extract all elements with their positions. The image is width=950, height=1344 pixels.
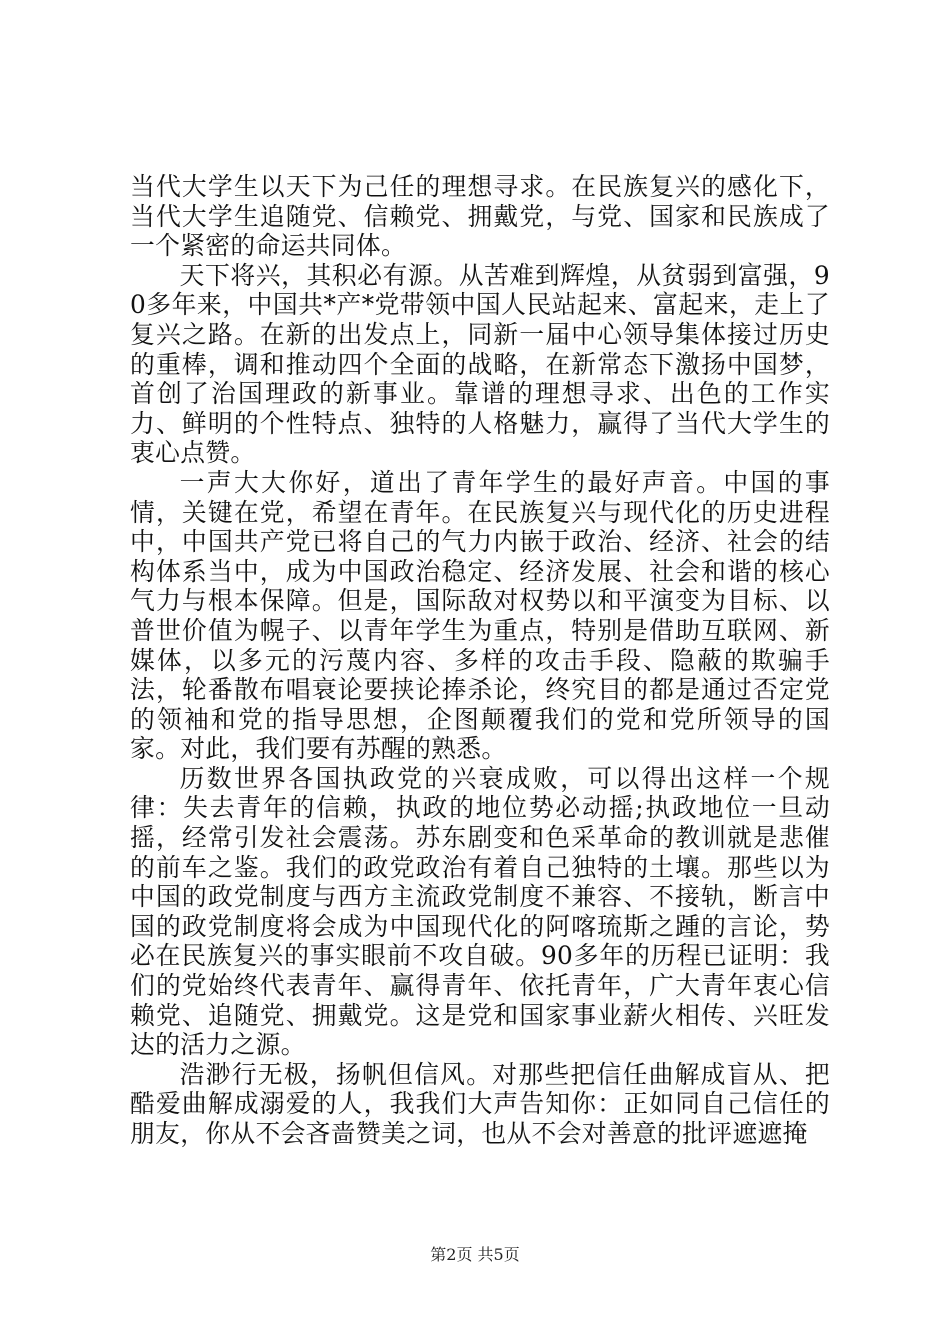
paragraph-1: 当代大学生以天下为己任的理想寻求。在民族复兴的感化下，当代大学生追随党、信赖党、拥戴党，与党、国家和民族成了一个紧密的命运共同体。 — [130, 172, 830, 261]
paragraph-3: 一声大大你好，道出了青年学生的最好声音。中国的事情，关键在党，希望在青年。在民族复兴与现代化的历史进程中，中国共产党已将自己的气力内嵌于政治、经济、社会的结构体系当中，成为中国政治稳定、经济发展、社会和谐的核心气力与根本保障。但是，国际敌对权势以和平演变为目标、以普世价值为幌子、以青年学生为重点，特别是借助互联网、新媒体，以多元的污蔑内容、多样的攻击手段、隐蔽的欺骗手法，轮番散布唱衰论要挟论捧杀论，终究目的都是通过否定党的领袖和党的指导思想，企图颠覆我们的党和党所领导的国家。对此，我们要有苏醒的熟悉。 — [130, 467, 830, 764]
document-body — [130, 172, 830, 1149]
paragraph-2: 天下将兴，其积必有源。从苦难到辉煌，从贫弱到富强，90多年来，中国共*产*党带领中国人民站起来、富起来，走上了复兴之路。在新的出发点上，同新一届中心领导集体接过历史的重棒，调和推动四个全面的战略，在新常态下激扬中国梦，首创了治国理政的新事业。靠谱的理想寻求、出色的工作实力、鲜明的个性特点、独特的人格魅力，赢得了当代大学生的衷心点赞。 — [130, 260, 830, 468]
page-number-footer: 第2页 共5页 — [430, 1245, 520, 1264]
paragraph-4: 历数世界各国执政党的兴衰成败，可以得出这样一个规律：失去青年的信赖，执政的地位势必动摇;执政地位一旦动摇，经常引发社会震荡。苏东剧变和色采革命的教训就是悲催的前车之鉴。我们的政党政治有着自己独特的土壤。那些以为中国的政党制度与西方主流政党制度不兼容、不接轨，断言中国的政党制度将会成为中国现代化的阿喀琉斯之踵的言论，势必在民族复兴的事实眼前不攻自破。90多年的历程已证明：我们的党始终代表青年、赢得青年、依托青年，广大青年衷心信赖党、追随党、拥戴党。这是党和国家事业薪火相传、兴旺发达的活力之源。 — [130, 763, 830, 1060]
paragraph-5: 浩渺行无极，扬帆但信风。对那些把信任曲解成盲从、把酷爱曲解成溺爱的人，我我们大声告知你：正如同自己信任的朋友，你从不会吝啬赞美之词，也从不会对善意的批评遮遮掩 — [130, 1059, 830, 1148]
